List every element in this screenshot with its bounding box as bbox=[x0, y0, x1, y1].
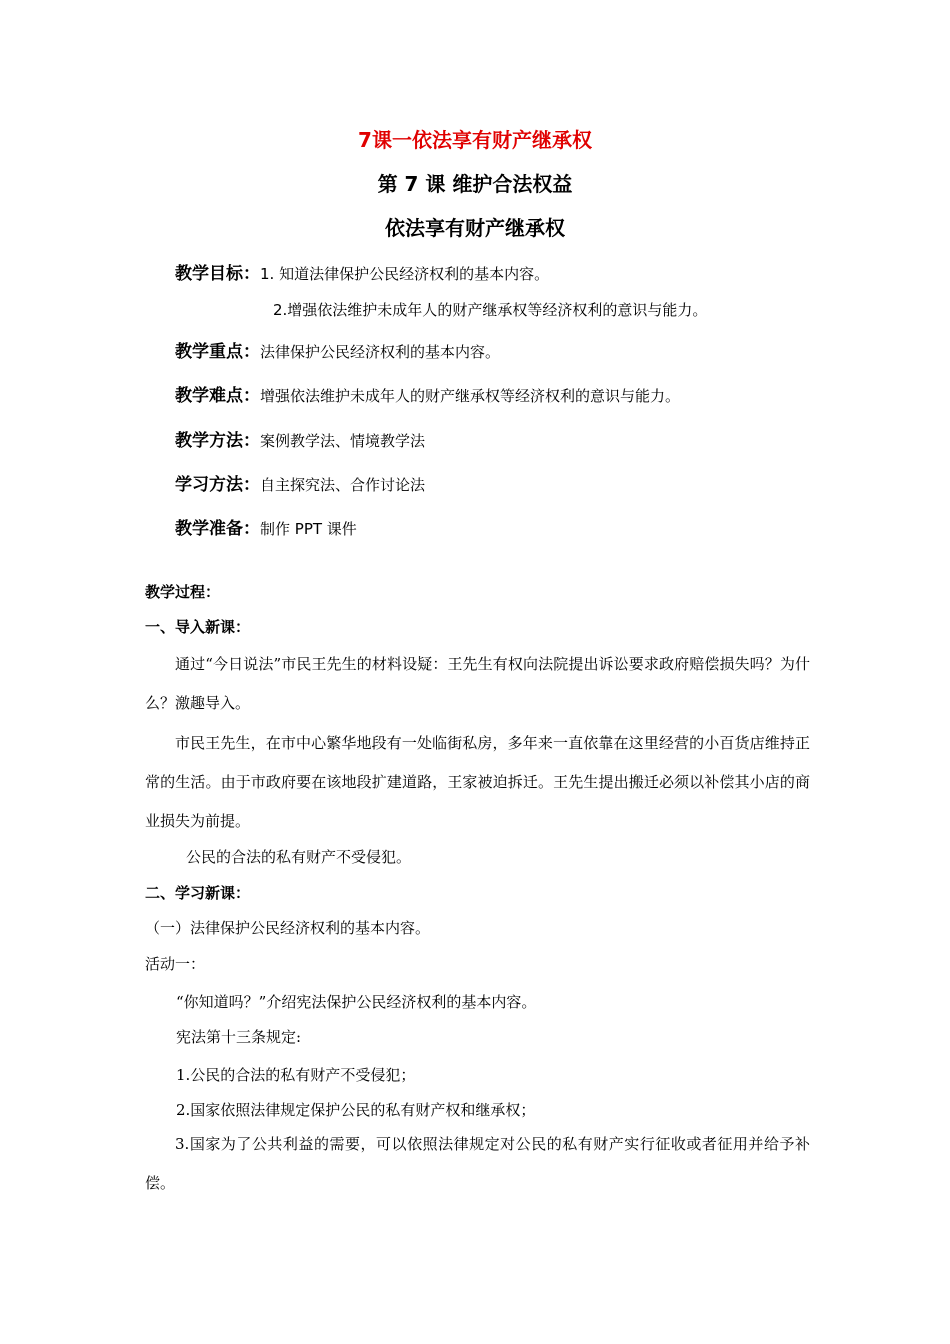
process-heading: 教学过程： bbox=[145, 583, 221, 601]
teaching-prep-value: 制作 PPT 课件 bbox=[260, 520, 357, 538]
lesson-title: 第 7 课 维护合法权益 bbox=[377, 172, 573, 196]
teaching-method-label: 教学方法： bbox=[175, 431, 260, 451]
teaching-goal-1: 1. 知道法律保护公民经济权利的基本内容。 bbox=[260, 265, 550, 283]
teaching-method-value: 案例教学法、情境教学法 bbox=[260, 432, 426, 450]
constitution-item-1: 1.公民的合法的私有财产不受侵犯； bbox=[176, 1066, 416, 1084]
teaching-prep-label: 教学准备： bbox=[175, 519, 260, 539]
constitution-item-3: 3.国家为了公共利益的需要，可以依照法律规定对公民的私有财产实行征收或者征用并给予补偿。 bbox=[145, 1135, 810, 1192]
section1-title: 一、导入新课： bbox=[145, 618, 251, 636]
section1-paragraph-2: 市民王先生，在市中心繁华地段有一处临街私房，多年来一直依靠在这里经营的小百货店维持正常的生活。由于市政府要在该地段扩建道路，王家被迫拆迁。王先生提出搬迁必须以补偿其小店的商业损失为前提。 bbox=[145, 734, 810, 830]
activity-intro: “你知道吗？”介绍宪法保护公民经济权利的基本内容。 bbox=[176, 993, 537, 1011]
constitution-item-2: 2.国家依照法律规定保护公民的私有财产权和继承权； bbox=[176, 1101, 536, 1119]
teaching-goal-2: 2.增强依法维护未成年人的财产继承权等经济权利的意识与能力。 bbox=[273, 301, 708, 319]
document-main-title: 7课一依法享有财产继承权 bbox=[358, 128, 592, 152]
lesson-subtitle: 依法享有财产继承权 bbox=[385, 216, 565, 240]
teaching-goal-row bbox=[175, 259, 549, 284]
teaching-key-value: 法律保护公民经济权利的基本内容。 bbox=[260, 343, 501, 361]
teaching-goal-label: 教学目标： bbox=[175, 264, 260, 284]
teaching-key-label: 教学重点： bbox=[175, 342, 260, 362]
learning-method-value: 自主探究法、合作讨论法 bbox=[260, 476, 426, 494]
teaching-difficulty-label: 教学难点： bbox=[175, 386, 260, 406]
teaching-difficulty-row bbox=[175, 381, 680, 406]
teaching-method-row bbox=[175, 426, 425, 451]
activity-label: 活动一： bbox=[145, 955, 206, 973]
constitution-heading: 宪法第十三条规定: bbox=[176, 1028, 302, 1046]
section1-paragraph-3: 公民的合法的私有财产不受侵犯。 bbox=[186, 848, 412, 866]
teaching-difficulty-value: 增强依法维护未成年人的财产继承权等经济权利的意识与能力。 bbox=[260, 387, 681, 405]
section2-title: 二、学习新课： bbox=[145, 884, 251, 902]
section2-subtitle: （一）法律保护公民经济权利的基本内容。 bbox=[145, 919, 431, 937]
teaching-prep-row bbox=[175, 514, 357, 539]
learning-method-label: 学习方法： bbox=[175, 475, 260, 495]
learning-method-row bbox=[175, 470, 425, 495]
teaching-key-row bbox=[175, 337, 500, 362]
section1-paragraph-1: 通过“今日说法”市民王先生的材料设疑：王先生有权向法院提出诉讼要求政府赔偿损失吗？为什么？激趣导入。 bbox=[145, 655, 810, 712]
